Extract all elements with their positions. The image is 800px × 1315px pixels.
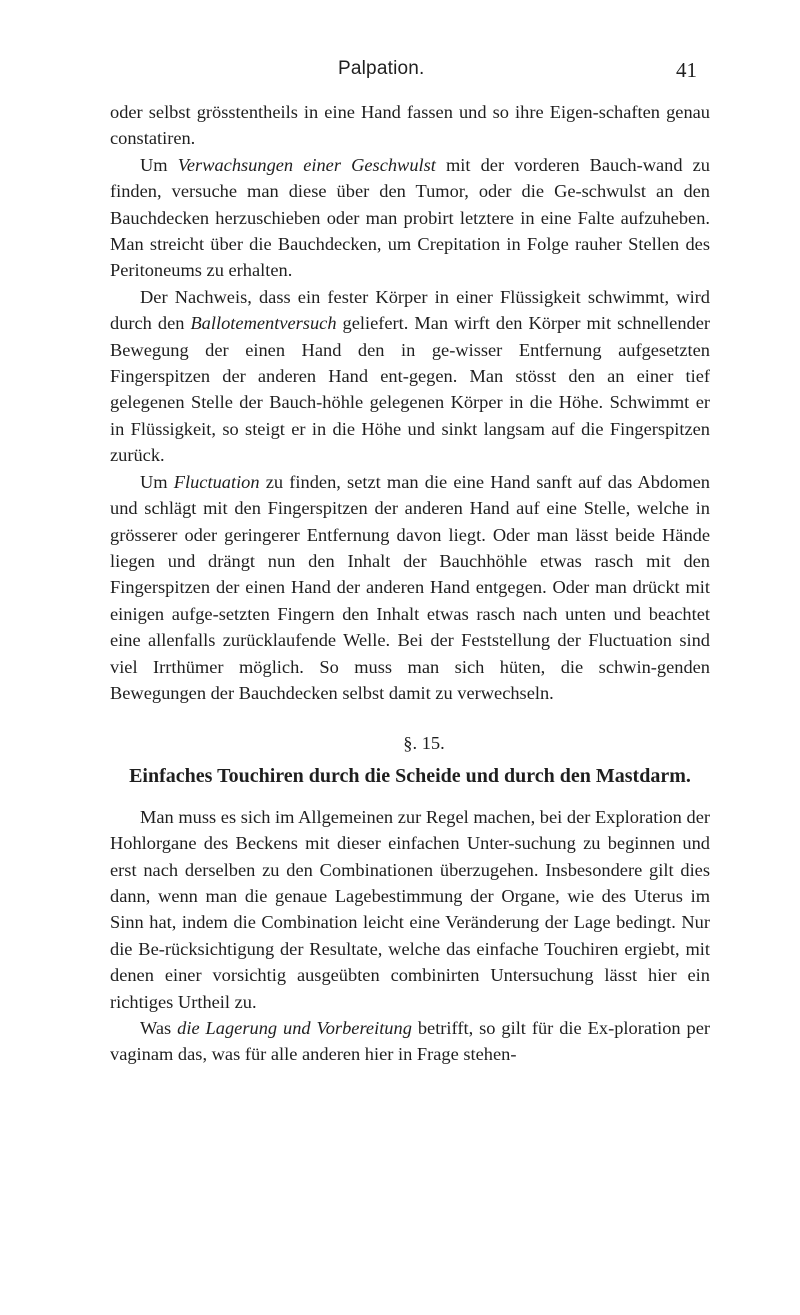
italic-term: Ballotementversuch	[190, 313, 337, 334]
paragraph	[110, 469, 710, 707]
italic-term: die Lagerung und Vorbereitung	[177, 1018, 412, 1038]
paragraph	[110, 1015, 710, 1068]
text-run: betrifft, so gilt für die Ex-ploration per vaginam das, was für alle anderen hier in Frage stehen-	[110, 1018, 711, 1065]
italic-term: Fluctuation	[173, 471, 260, 492]
text-run: Um	[140, 154, 178, 175]
text-run: oder selbst grösstentheils in eine Hand fassen und so ihre Eigen-schaften genau constatiren.	[110, 102, 710, 149]
text-run: Der Nachweis, dass ein fester Körper in einer Flüssigkeit schwimmt, wird durch den	[110, 286, 710, 334]
text-run: zu finden, setzt man die eine Hand sanft auf das Abdomen und schlägt mit den Fingerspitzen der anderen Hand auf eine Stelle, welche in grösserer oder geringerer Entfernung davon liegt. Oder man lässt beide Hände liegen und drängt nun den Inhalt der Bauchhöhle etwas rasch mit den Fingerspitzen der einen Hand der anderen Hand entgegen. Oder man drückt mit einigen aufge-setzten Fingern den Inhalt etwas rasch nach unten und beachtet eine allenfalls zurücklaufende Welle. Bei der Feststellung der Fluctuation sind viel Irrthümer möglich. So muss man sich hüten, die schwin-genden Bewegungen der Bauchdecken selbst damit zu verwechseln.	[110, 471, 710, 703]
running-title: Palpation.	[338, 58, 425, 79]
paragraph	[110, 284, 710, 469]
text-run: Man muss es sich im Allgemeinen zur Regel machen, bei der Exploration der Hohlorgane des Beckens mit dieser einfachen Unter-suchung zu beginnen und erst nach derselben zu den Combinationen überzugehen. Insbesondere gilt dies dann, wenn man die genaue Lagebestimmung der Organe, wie des Uterus im Sinn hat, indem die Combination leicht eine Veränderung der Lage bedingt. Nur die Be-rücksichtigung der Resultate, welche das einfache Touchiren ergiebt, mit denen einer vorsichtig ausgeübten combinirten Untersuchung lässt hier ein richtiges Urtheil zu.	[110, 806, 710, 1012]
italic-term: Verwachsungen einer Geschwulst	[177, 154, 436, 175]
section-heading: Einfaches Touchiren durch die Scheide und durch den Mastdarm.	[129, 764, 691, 787]
text-run: mit der vorderen Bauch-wand zu finden, versuche man diese über den Tumor, oder die Ge-schwulst an den Bauchdecken herzuschieben oder man probirt letztere in eine Falte aufzuheben. Man streicht über die Bauchdecken, um Crepitation in Folge rauher Stellen des Peritoneums zu erhalten.	[110, 154, 710, 281]
section-number: §. 15.	[403, 733, 445, 754]
body-text	[110, 99, 710, 1068]
running-header	[0, 58, 800, 88]
text-run: geliefert. Man wirft den Körper mit schnellender Bewegung der einen Hand den in ge-wisser Entfernung aufgesetzten Fingerspitzen der anderen Hand ent-gegen. Man stösst den an einer tief gelegenen Stelle der Bauch-höhle gelegenen Körper in die Höhe. Schwimmt er in Flüssigkeit, so steigt er in die Höhe und sinkt langsam auf die Fingerspitzen zurück.	[110, 313, 711, 466]
paragraphs-before-section	[110, 99, 710, 706]
text-run: Was	[140, 1018, 178, 1038]
paragraph	[110, 804, 710, 1015]
paragraph	[110, 152, 710, 284]
text-run: Um	[140, 471, 174, 492]
page-number: 41	[676, 58, 697, 82]
paragraphs-after-section	[110, 804, 710, 1068]
paragraph	[110, 99, 710, 152]
